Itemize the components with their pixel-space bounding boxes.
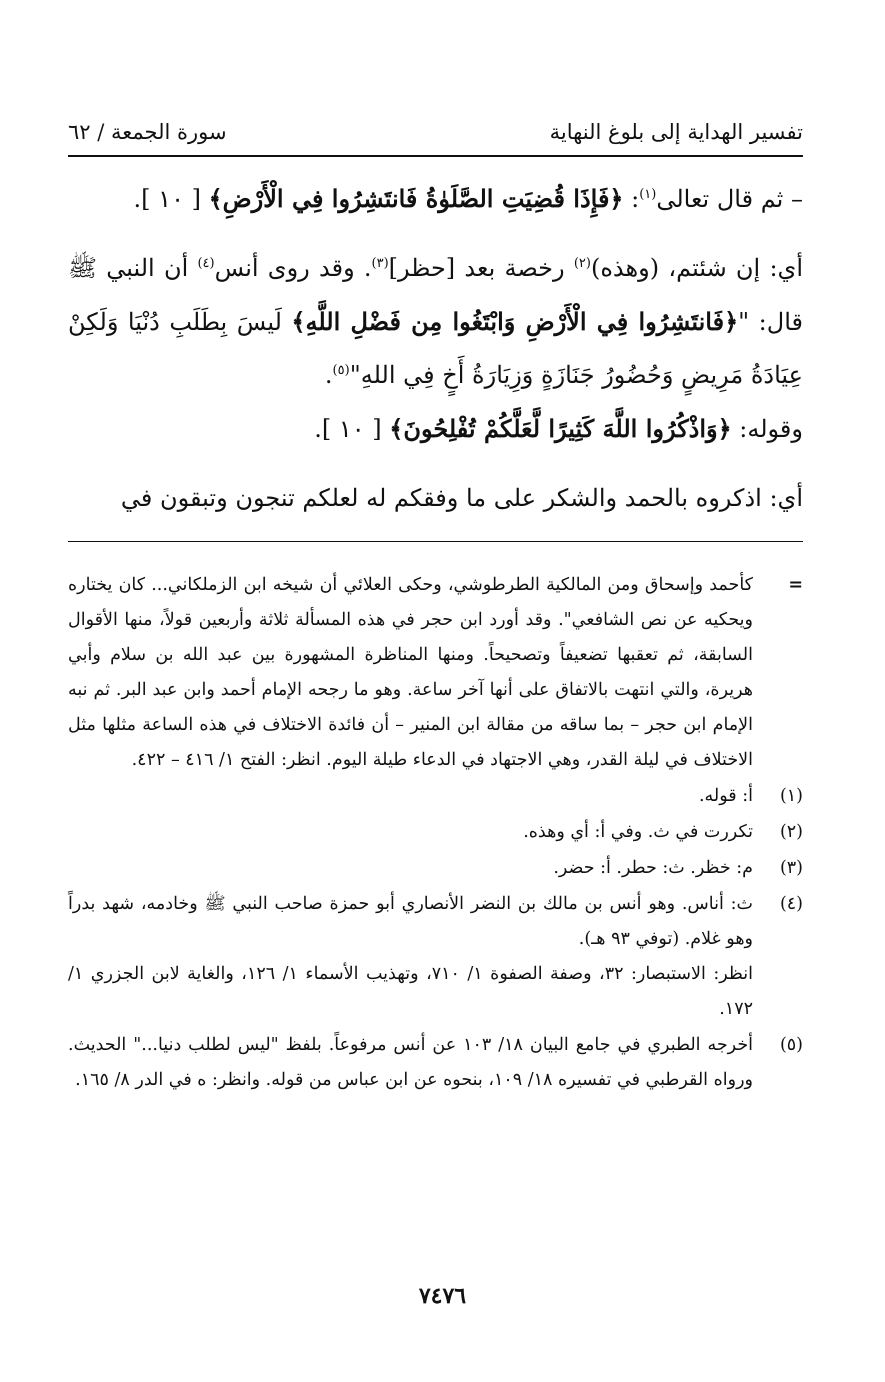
paragraph-3: وقوله: ﴿وَاذْكُرُوا اللَّهَ كَثِيرًا لَّعَلَّكُمْ تُفْلِحُونَ﴾ [ ١٠ ]. bbox=[314, 414, 803, 443]
book-title: تفسير الهداية إلى بلوغ النهاية bbox=[549, 120, 803, 144]
surah-info: سورة الجمعة / ٦٢ bbox=[68, 120, 227, 144]
footnote-4 bbox=[68, 887, 803, 1027]
footnote-ref-4: (٤) bbox=[197, 256, 215, 271]
page-number: ٧٤٧٦ bbox=[418, 1283, 467, 1309]
footnote-text: أخرجه الطبري في جامع البيان ١٨/ ١٠٣ عن أنس مرفوعاً. بلفظ "ليس لطلب دنيا..." الحديث. ورواه القرطبي في تفسيره ١٨/ ١٠٩، بنحوه عن ابن عباس من قوله. وانظر: ه في الدر ٨/ ١٦٥. bbox=[68, 1035, 754, 1090]
quran-verse: ﴿فَانتَشِرُوا فِي الْأَرْضِ وَابْتَغُوا مِن فَضْلِ اللَّهِ﴾ bbox=[291, 307, 739, 336]
quran-verse: ﴿فَإِذَا قُضِيَتِ الصَّلَوٰةُ فَانتَشِرُوا فِي الْأَرْضِ﴾ bbox=[208, 184, 624, 213]
footnote-ref-1: (١) bbox=[639, 187, 657, 202]
footnote-number: (٤) bbox=[779, 894, 803, 914]
footnote-ref-5: (٥) bbox=[332, 363, 350, 378]
footnotes bbox=[68, 568, 803, 1098]
footnote-3 bbox=[68, 851, 803, 886]
continuation-marker: = bbox=[788, 575, 803, 595]
footnote-text: كأحمد وإسحاق ومن المالكية الطرطوشي، وحكى العلائي أن شيخه ابن الزملكاني... كان يختاره ويحكيه عن نص الشافعي". وقد أورد ابن حجر في هذه المسألة ثلاثة وأربعين قولاً، منها الأقوال السابقة، ثم تعقبها تضعيفاً وتصحيحاً. ومنها المناظرة المشهورة بين عبد الله بن سلام وأبي هريرة، والتي انتهت بالاتفاق على أنها آخر ساعة. وهو ما رجحه الإمام أحمد وابن عبد البر. ثم نبه الإمام ابن حجر – بما ساقه من مقالة ابن المنير – أن فائدة الاختلاف في هذه الساعة مثلها مثل الاختلاف في ليلة القدر، وهي الاجتهاد في الدعاء طيلة اليوم. انظر: الفتح ١/ ٤١٦ – ٤٢٢. bbox=[68, 575, 753, 770]
footnote-1 bbox=[68, 779, 803, 814]
paragraph-4: أي: اذكروه بالحمد والشكر على ما وفقكم له لعلكم تنجون وتبقون في bbox=[120, 484, 803, 512]
footnote-number: (٣) bbox=[779, 858, 803, 878]
verse-ref: [ ١٠ ]. bbox=[314, 415, 390, 443]
footnote-number: (١) bbox=[779, 786, 803, 806]
paragraph-2: أي: إن شئتم، (وهذه)$^{(٢)}$ رخصة بعد [حظر]$^{(٣)}$. وقد روى أنس$^{(٤)}$ أن النبي ﷺ قال: "﴿فَانتَشِرُوا فِي الْأَرْضِ وَابْتَغُوا مِن فَضْلِ اللَّهِ﴾ لَيسَ بِطَلَبِ دُنْيَا وَلَكِنْ عِيَادَةُ مَرِيضٍ وَحُضُورُ جَنَازَةٍ وَزِيَارَةُ أَخٍ فِي اللهِ"$^{(٥)}$. bbox=[68, 254, 803, 389]
footnote-ref-3: (٣) bbox=[371, 256, 389, 271]
footnote-text: تكررت في ث. وفي أ: أي وهذه. bbox=[523, 822, 753, 842]
running-header bbox=[68, 112, 803, 152]
footnote-continued bbox=[68, 568, 803, 778]
footnote-number: (٢) bbox=[779, 822, 803, 842]
paragraph-1: – ثم قال تعالى$^{(١)}$: ﴿فَإِذَا قُضِيَتِ الصَّلَوٰةُ فَانتَشِرُوا فِي الْأَرْضِ﴾ [ ١٠ ]. bbox=[133, 184, 803, 213]
footnote-text-sources: انظر: الاستبصار: ٣٢، وصفة الصفوة ١/ ٧١٠، وتهذيب الأسماء ١/ ١٢٦، والغاية لابن الجزري ١/ ١٧٢. bbox=[68, 964, 753, 1019]
header-divider bbox=[68, 155, 803, 157]
footnote-ref-2: (٢) bbox=[573, 256, 591, 271]
footnote-number: (٥) bbox=[779, 1035, 803, 1055]
footnote-text: ث: أناس. وهو أنس بن مالك بن النضر الأنصاري أبو حمزة صاحب النبي ﷺ وخادمه، شهد بدراً وهو غلام. (توفي ٩٣ هـ). bbox=[68, 894, 753, 949]
footnote-divider bbox=[68, 541, 803, 542]
footnote-5 bbox=[68, 1028, 803, 1098]
quran-verse: ﴿وَاذْكُرُوا اللَّهَ كَثِيرًا لَّعَلَّكُمْ تُفْلِحُونَ﴾ bbox=[389, 414, 732, 443]
footnote-text: أ: قوله. bbox=[698, 786, 753, 806]
main-text bbox=[68, 172, 803, 525]
footnote-2 bbox=[68, 815, 803, 850]
footnote-text: م: خظر. ث: حطر. أ: حضر. bbox=[553, 858, 753, 878]
verse-ref: [ ١٠ ]. bbox=[133, 185, 209, 213]
